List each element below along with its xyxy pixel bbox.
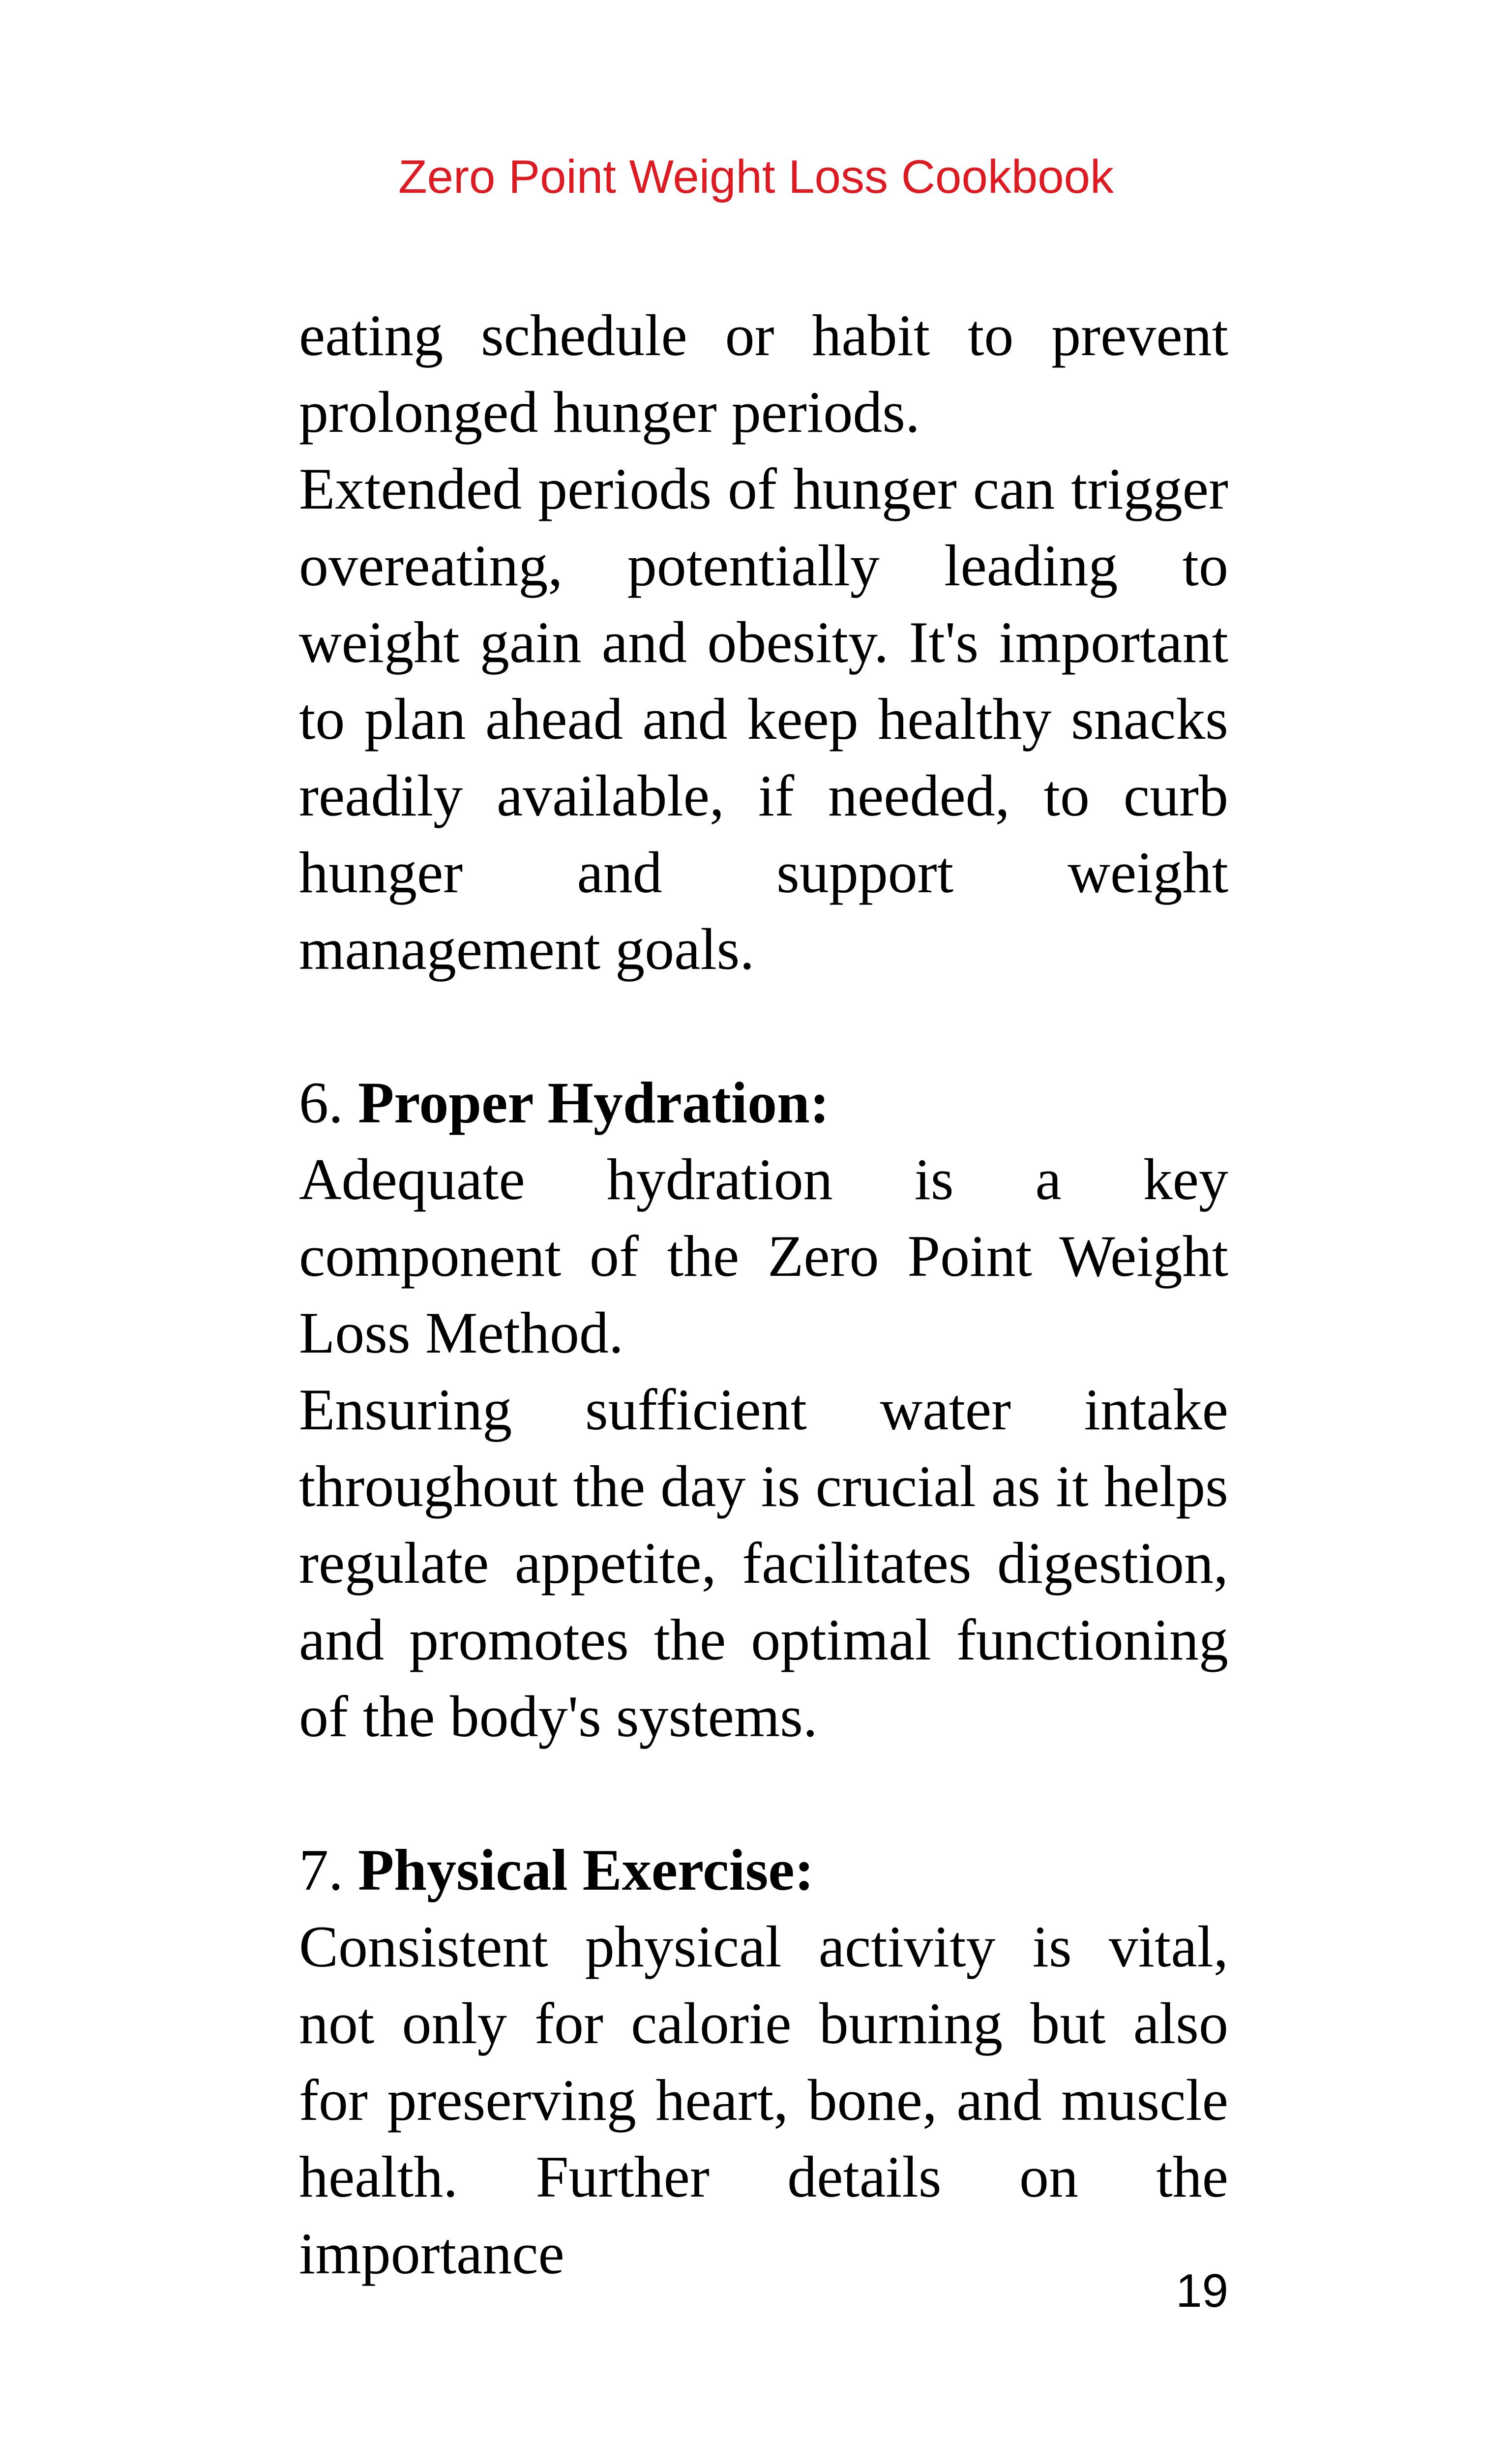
running-header-title: Zero Point Weight Loss Cookbook bbox=[398, 151, 1114, 203]
page-number: 19 bbox=[1176, 2264, 1228, 2317]
paragraph-gap bbox=[299, 1755, 1228, 1832]
paragraph-gap bbox=[299, 988, 1228, 1064]
section-title: Physical Exercise: bbox=[358, 1837, 814, 1902]
exercise-body-paragraph: Consistent physical activity is vital, not only for calorie burning but also for preserving heart, bone, and muscle health. Further details on the importance bbox=[299, 1914, 1228, 2286]
hydration-lead-paragraph: Adequate hydration is a key component of the Zero Point Weight Loss Method. bbox=[299, 1146, 1228, 1365]
hunger-paragraph: Extended periods of hunger can trigger overeating, potentially leading to weight gain and obesity. It's important to plan ahead and keep healthy snacks readily available, if needed, to curb hunger and support weight management goals. bbox=[299, 456, 1228, 982]
section-title: Proper Hydration: bbox=[358, 1070, 830, 1135]
page-body bbox=[299, 297, 1228, 2292]
section-heading-hydration bbox=[299, 1064, 1228, 1141]
section-number: 6. bbox=[299, 1070, 343, 1135]
continuation-paragraph: eating schedule or habit to prevent prolonged hunger periods. bbox=[299, 302, 1228, 445]
section-heading-exercise bbox=[299, 1832, 1228, 1908]
section-number: 7. bbox=[299, 1837, 343, 1902]
hydration-body-paragraph: Ensuring sufficient water intake throughout the day is crucial as it helps regulate appetite, facilitates digestion, and promotes the optimal functioning of the body's systems. bbox=[299, 1377, 1228, 1749]
